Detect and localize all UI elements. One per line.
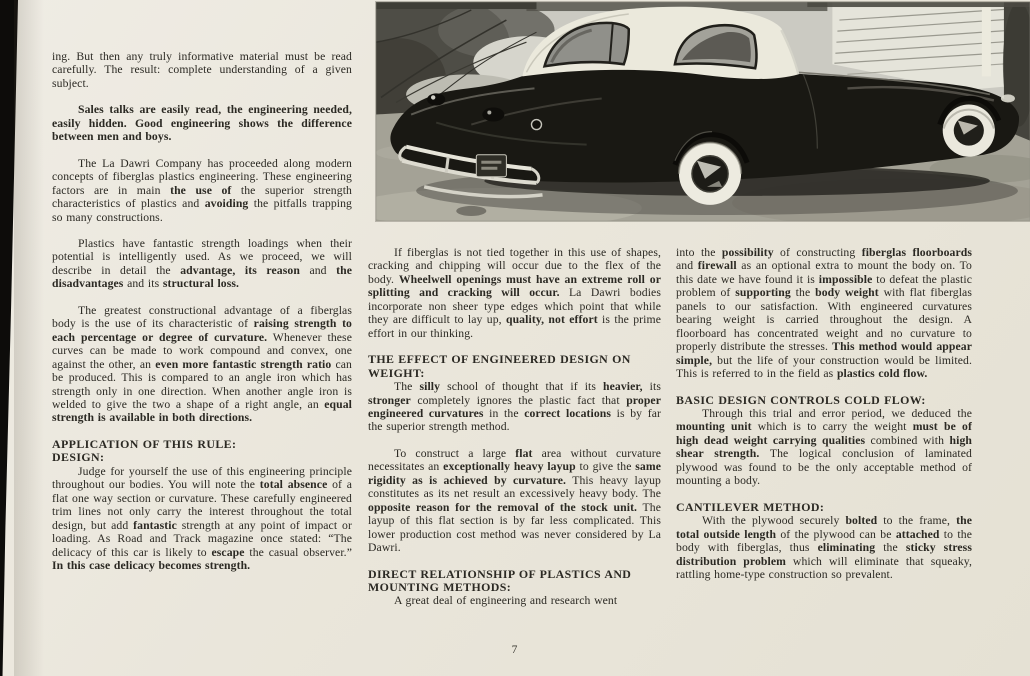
text-run: the disadvantages [52,263,353,291]
text-run: The logical conclusion of laminated plywood was found to be the only acceptable method of mounting a body. [676,447,972,488]
text-run: plastics cold flow. [836,367,928,381]
text-run: completely ignores the plastic fact that [410,393,627,407]
paragraph [52,465,352,573]
text-run: total absence [259,478,328,492]
section-heading-line: CANTILEVER METHOD: [676,499,825,514]
paragraph [52,50,352,90]
paragraph [368,380,661,434]
section-heading-line: DESIGN: [52,450,105,465]
text-run: can be produced. This is compared to an angle iron which has strength only in one direction. When another angle iron is welded to give the two a shape of a right angle, an [52,357,353,411]
text-run: is by far the superior strength method. [368,406,661,434]
text-run: fiberglas floorboards [861,246,973,259]
text-run: With the plywood securely [702,514,846,528]
text-run: flat [515,446,533,460]
text-run: fantastic [133,518,177,532]
text-run: raising strength to each percentage or degree of curvature. [52,317,352,344]
column-left [52,50,352,585]
paragraph [368,594,661,607]
text-run: In this case delicacy becomes strength. [52,558,251,572]
text-run: opposite reason for the removal of the stock unit. [368,500,638,514]
text-run: same rigidity as is achieved by curvature. [368,460,661,487]
text-run: mounting unit [676,420,752,434]
text-run: proper engineered curvatures [368,393,661,420]
column-middle [368,246,661,621]
text-run: advantage, its reason [180,263,300,277]
paragraph [676,407,972,488]
text-run: high shear strength. [676,433,972,461]
car-photo [376,2,1030,221]
text-run: and [299,263,337,277]
paragraph [368,246,661,340]
text-run: bolted [845,514,878,528]
whitewall-wheel [679,143,741,205]
text-run: into the [676,246,722,259]
section-heading [368,568,661,595]
paragraph [52,103,352,143]
text-run: To construct a large [394,446,516,460]
text-run: Judge for yourself the use of this engineering principle throughout our bodies. You will note the [52,464,352,492]
text-run: of constructing [773,246,862,259]
text-run: to defeat the plastic problem of [676,272,972,300]
text-run: La Dawri bodies incorporate non sheer type edges which point that while they are difficult to lay up, [368,286,661,327]
text-run: of the plywood can be [776,527,896,541]
text-run: sticky stress distribution problem [676,541,972,568]
text-run: avoiding [204,197,249,211]
text-run: possibility [721,246,774,259]
text-run: correct locations [524,406,612,420]
car-photo-illustration [376,2,1030,221]
text-run: The [394,380,420,394]
paragraph [676,246,972,381]
text-run: with flat fiberglas panels to our satisfaction. With engineered curvatures bearing weight is carried throughout the design. A floorboard has concentrated weight and no curvature to properly distribute the stresses. [676,286,972,354]
scan-edge-shadow [14,0,44,676]
text-run: stronger [368,393,411,407]
text-run: and [676,259,698,273]
text-run: in the [483,406,525,420]
text-run: quality, not effort [505,313,598,327]
text-run: even more fantastic strength ratio [155,357,332,371]
text-run: If fiberglas is not tied together in this use of shapes, cracking and chipping will occur due to the flex of the body. [368,246,661,286]
text-run: Whenever these curves can be made to work compound and convex, one against the other, an [52,330,352,371]
text-run: the [790,286,816,300]
text-run: This method would appear simple, [676,340,973,367]
text-run: firewall [697,259,737,273]
text-run: supporting [735,286,791,300]
text-run: the use of [170,183,232,197]
text-run: the pitfalls trapping so many constructions. [52,197,353,224]
text-run: of a flat one way section or curvature. These carefully engineered trim lines not only carry the interest throughout the total design, but add [52,478,353,532]
whitewall-wheel-rear [943,104,995,156]
text-run: body weight [815,286,879,300]
text-run: and its [123,277,163,291]
text-run: school of thought that if its [440,380,604,394]
text-run: which is to carry the weight [751,420,913,434]
section-heading-line: DIRECT RELATIONSHIP OF PLASTICS AND MOUNTING METHODS: [368,566,632,594]
text-run: structural loss. [162,277,240,291]
text-run: This heavy layup constitutes as its net result an excessively heavy body. The [368,473,661,501]
text-run: impossible [818,272,873,286]
section-heading-line: BASIC DESIGN CONTROLS COLD FLOW: [676,392,926,407]
section-heading [368,353,661,380]
text-run: the casual observer.” [244,545,352,559]
text-run: strength at any point of impact or loading. As Road and Track magazine once stated: “The delicacy of this car is likely to [52,518,352,559]
text-run: to give the [575,460,636,474]
text-run: combined with [865,433,950,447]
section-heading [52,438,352,465]
paragraph [676,514,972,581]
text-run: ing. But then any truly informative material must be read carefully. The result: complete understanding of a given subject. [52,50,352,90]
text-run: Wheelwell openings must have an extreme roll or splitting and cracking will occur. [368,272,661,300]
text-run: equal strength is available in both directions. [52,397,352,425]
text-run: the [875,541,906,555]
text-run: the total outside length [676,514,972,541]
section-heading [676,394,972,407]
text-run: eliminating [817,541,876,555]
text-run: must be of high dead weight carrying qualities [676,420,972,447]
paragraph [52,157,352,224]
text-run: escape [211,545,245,559]
text-run: silly [419,380,441,394]
text-run: but the life of your construction would be limited. This is referred to in the field as [676,353,972,381]
text-run: as an optional extra to mount the body on. To this date we have found it is [676,259,972,286]
text-run: The La Dawri Company has proceeded along modern concepts of fiberglas plastics engineering. These engineering factors are in main [52,156,352,197]
text-run: heavier, [603,380,643,394]
text-run: to the frame, [877,514,957,528]
section-heading [676,501,972,514]
paragraph [368,447,661,555]
column-right [676,246,972,594]
paragraph [52,237,352,291]
text-run: attached [895,527,940,541]
text-run: the superior strength characteristics of plastics and [52,183,352,211]
text-run: Plastics have fantastic strength loadings when their potential is intelligently used. As we proceed, we will describe in detail the [52,236,352,277]
text-run: The greatest constructional advantage of a fiberglas body is the use of its characteristic of [52,303,352,331]
text-run: A great deal of engineering and research went [394,594,618,608]
section-heading-line: THE EFFECT OF ENGINEERED DESIGN ON WEIGHT: [368,352,631,380]
text-run: which will eliminate that squeaky, rattling home-type construction so prevalent. [676,554,972,581]
text-run: exceptionally heavy layup [443,460,576,474]
text-run: is the prime effort in our thinking. [368,313,661,340]
text-run: to the body with fiberglas, thus [676,527,972,555]
text-run: its [642,380,661,394]
section-heading-line: APPLICATION OF THIS RULE: [52,436,237,451]
paragraph [52,304,352,425]
text-run: The layup of this flat section is by far less complicated. This lower production cost method was never considered by La Dawri. [368,500,661,555]
text-run: area without curvature necessitates an [368,446,661,474]
text-run: Sales talks are easily read, the engineering needed, easily hidden. Good engineering shows the difference between men and boys. [52,103,352,144]
page-number: 7 [511,644,518,656]
text-run: Through this trial and error period, we deduced the [702,406,972,420]
